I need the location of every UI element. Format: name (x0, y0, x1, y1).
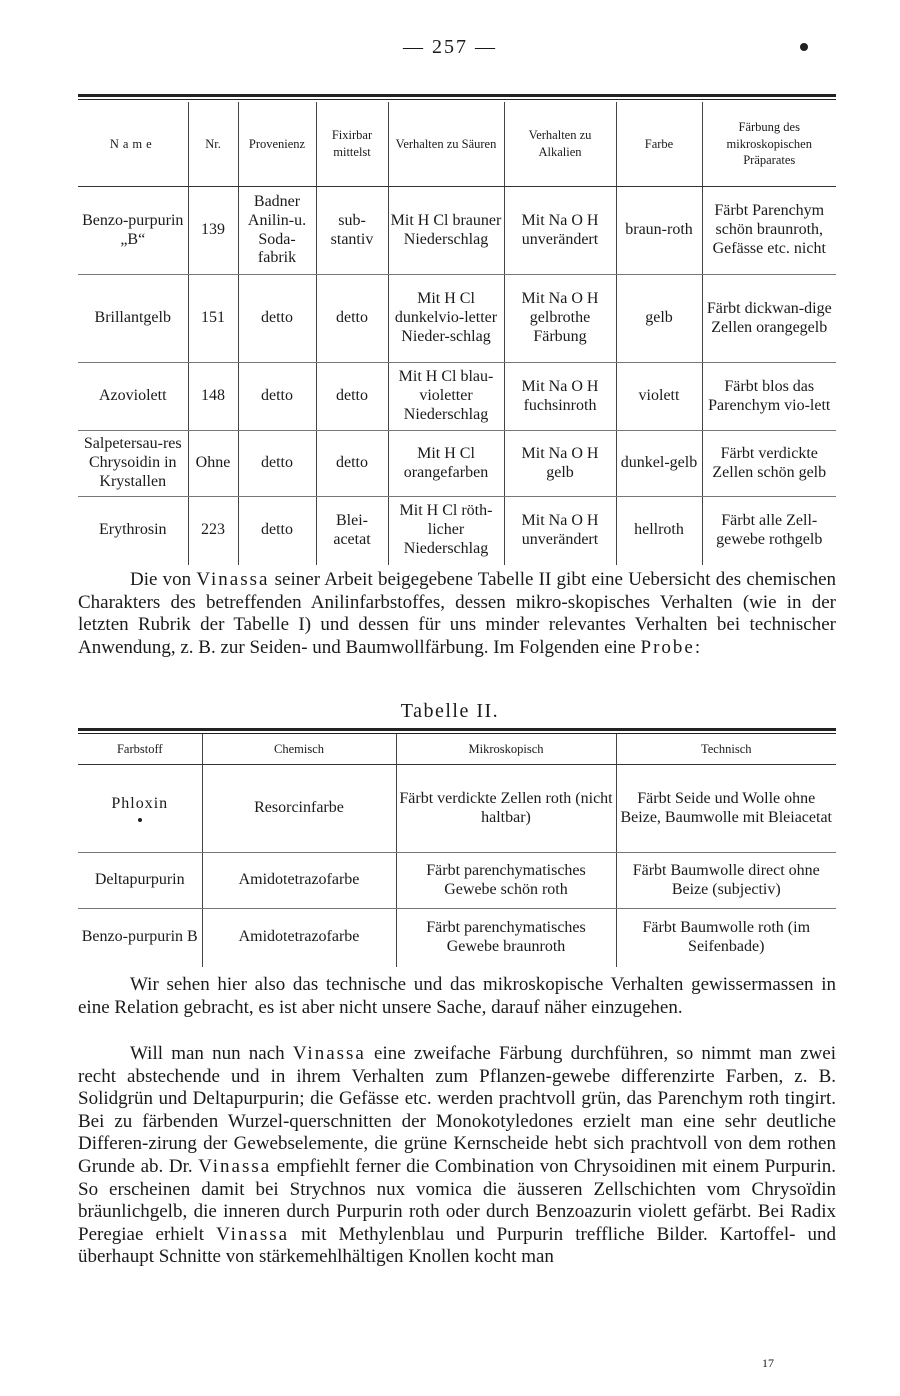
text-run: empfiehlt ferner die Combination von Chrysoidinen mit einem Purpurin. So erscheinen damit bei Strychnos nux vomica die äusseren Zellschichten vom Chrysoïdin bräunlichgelb, die inneren durch Purpurin roth oder durch Benzoazurin violett gefärbt. Bei Radix Peregiae erhielt (78, 1155, 836, 1245)
cell-farbstoff: Deltapurpurin (78, 853, 202, 909)
text-run: mit Methylenblau und Purpurin treffliche Bilder. Kartoffel- und überhaupt Schnitte von stärkemehlhältigen Knollen kocht man (78, 1223, 836, 1268)
header-nr: Nr. (188, 102, 238, 187)
cell-faerbung: Färbt Parenchym schön braunroth, Gefässe etc. nicht (702, 187, 836, 275)
cell-technisch: Färbt Baumwolle roth (im Seifenbade) (616, 909, 836, 967)
text-run: Die von (130, 569, 197, 590)
paragraph-relation-text: Wir sehen hier also das technische und das mikroskopische Verhalten gewissermassen in eine Relation gebracht, es ist aber nicht unsere Sache, darauf näher einzugehen. (78, 974, 836, 1018)
header-faerbung: Färbung des mikroskopischen Präparates (702, 102, 836, 187)
cell-fixirbar: detto (316, 275, 388, 363)
cell-nr: 151 (188, 275, 238, 363)
cell-saeuren: Mit H Cl blau-violetter Niederschlag (388, 363, 504, 431)
cell-saeuren: Mit H Cl dunkelvio-letter Nieder-schlag (388, 275, 504, 363)
table-row (78, 497, 836, 565)
page-number: — 257 — (403, 36, 497, 58)
ink-dot (138, 818, 142, 822)
table1-header-row (78, 102, 836, 187)
text-run: Will man nun nach (130, 1043, 293, 1064)
cell-farbe: hellroth (616, 497, 702, 565)
table-row (78, 431, 836, 497)
cell-faerbung: Färbt dickwan-dige Zellen orangegelb (702, 275, 836, 363)
cell-alkalien: Mit Na O H unverändert (504, 497, 616, 565)
table-row (78, 363, 836, 431)
cell-farbstoff-text: Phloxin (111, 795, 169, 813)
table-row (78, 909, 836, 967)
header-alkalien: Verhalten zu Alkalien (504, 102, 616, 187)
table-1 (78, 102, 836, 565)
table-row (78, 853, 836, 909)
cell-provenienz: Badner Anilin-u. Soda-fabrik (238, 187, 316, 275)
cell-saeuren: Mit H Cl röth-licher Niederschlag (388, 497, 504, 565)
cell-name: Brillantgelb (78, 275, 188, 363)
table2-top-rule (78, 728, 836, 731)
text-run: seiner Arbeit beigegebene Tabelle II gibt eine Uebersicht des chemischen Charakters des betreffenden Anilinfarbstoffes, dessen mikro-skopisches Verhalten (wie in der letzten Rubrik der Tabelle I) und dessen für uns minder relevantes Verhalten bei technischer Anwendung, z. B. zur Seiden- und Baumwollfärbung. Im Folgenden eine (78, 569, 837, 658)
cell-alkalien: Mit Na O H fuchsinroth (504, 363, 616, 431)
cell-technisch: Färbt Seide und Wolle ohne Beize, Baumwolle mit Bleiacetat (616, 765, 836, 853)
header-farbe: Farbe (616, 102, 702, 187)
paragraph-relation (78, 974, 836, 1019)
cell-chemisch: Amidotetrazofarbe (202, 853, 396, 909)
table-2 (78, 734, 836, 967)
cell-name: Salpetersau-res Chrysoidin in Krystallen (78, 431, 188, 497)
ink-dot (800, 43, 808, 51)
cell-alkalien: Mit Na O H gelbrothe Färbung (504, 275, 616, 363)
table-row (78, 275, 836, 363)
cell-farbe: gelb (616, 275, 702, 363)
author-name: Vinassa (198, 1155, 272, 1177)
header-provenienz: Provenienz (238, 102, 316, 187)
header-saeuren: Verhalten zu Säuren (388, 102, 504, 187)
text-run: eine zweifache Färbung durchführen, so nimmt man zwei recht abstechende und in ihrem Verhalten zum Pflanzen-gewebe differenzirte Farben, z. B. Solidgrün und Deltapurpurin; die Gefässe etc. werden prachtvoll grün, das Parenchym roth tingirt. Bei zu färbenden Wurzel-querschnitten der Monokotyledones erzielt man eine sehr deutliche Differen-zirung der Gewebselemente, die grüne Kernscheide hebt sich prachtvoll von dem rothen Grunde ab. Dr. (78, 1043, 836, 1177)
cell-alkalien: Mit Na O H unverändert (504, 187, 616, 275)
author-name: Vinassa (292, 1043, 366, 1064)
header-name: Name (78, 102, 188, 187)
header-mikroskopisch: Mikroskopisch (396, 734, 616, 765)
header-fixirbar: Fixirbar mittelst (316, 102, 388, 187)
cell-name: Erythrosin (98, 521, 167, 539)
cell-chemisch: Amidotetrazofarbe (202, 909, 396, 967)
table-row (78, 765, 836, 853)
probe-word: Probe: (640, 636, 703, 658)
cell-mikroskopisch: Färbt parenchymatisches Gewebe schön roth (396, 853, 616, 909)
cell-farbstoff: Benzo-purpurin B (81, 928, 198, 946)
cell-faerbung: Färbt alle Zell-gewebe rothgelb (702, 497, 836, 565)
cell-fixirbar: Blei-acetat (316, 497, 388, 565)
cell-farbe: dunkel-gelb (616, 431, 702, 497)
cell-mikroskopisch: Färbt verdickte Zellen roth (nicht haltbar) (396, 765, 616, 853)
header-farbstoff: Farbstoff (78, 734, 202, 765)
table-row (78, 187, 836, 275)
cell-alkalien: Mit Na O H gelb (504, 431, 616, 497)
cell-saeuren: Mit H Cl brauner Niederschlag (388, 187, 504, 275)
cell-provenienz: detto (238, 431, 316, 497)
cell-fixirbar: detto (316, 431, 388, 497)
cell-name: Benzo-purpurin „B“ (78, 187, 188, 275)
cell-nr: 148 (188, 363, 238, 431)
cell-fixirbar: detto (316, 363, 388, 431)
table2-header-row (78, 734, 836, 765)
signature-mark: 17 (762, 1356, 774, 1370)
cell-farbstoff (78, 765, 202, 853)
header-chemisch: Chemisch (202, 734, 396, 765)
cell-saeuren: Mit H Cl orangefarben (388, 431, 504, 497)
cell-nr: 139 (188, 187, 238, 275)
cell-name: Azoviolett (78, 363, 188, 431)
cell-farbe: violett (616, 363, 702, 431)
cell-mikroskopisch: Färbt parenchymatisches Gewebe braunroth (396, 909, 616, 967)
cell-technisch: Färbt Baumwolle direct ohne Beize (subjectiv) (616, 853, 836, 909)
header-technisch: Technisch (616, 734, 836, 765)
cell-chemisch: Resorcinfarbe (202, 765, 396, 853)
cell-provenienz: detto (238, 497, 316, 565)
paragraph-table2-intro (78, 569, 836, 659)
cell-provenienz: detto (238, 363, 316, 431)
table2-title: Tabelle II. (400, 700, 500, 722)
cell-fixirbar: sub-stantiv (316, 187, 388, 275)
cell-provenienz: detto (238, 275, 316, 363)
cell-nr: 223 (188, 497, 238, 565)
table1-top-rule (78, 94, 836, 97)
table1-top-rule-thin (78, 99, 836, 100)
author-name: Vinassa (216, 1223, 290, 1245)
cell-faerbung: Färbt blos das Parenchym vio-lett (702, 363, 836, 431)
cell-faerbung: Färbt verdickte Zellen schön gelb (702, 431, 836, 497)
cell-nr: Ohne (188, 431, 238, 497)
author-name: Vinassa (196, 569, 270, 590)
paragraph-double-staining (78, 1043, 836, 1269)
cell-farbe: braun-roth (616, 187, 702, 275)
